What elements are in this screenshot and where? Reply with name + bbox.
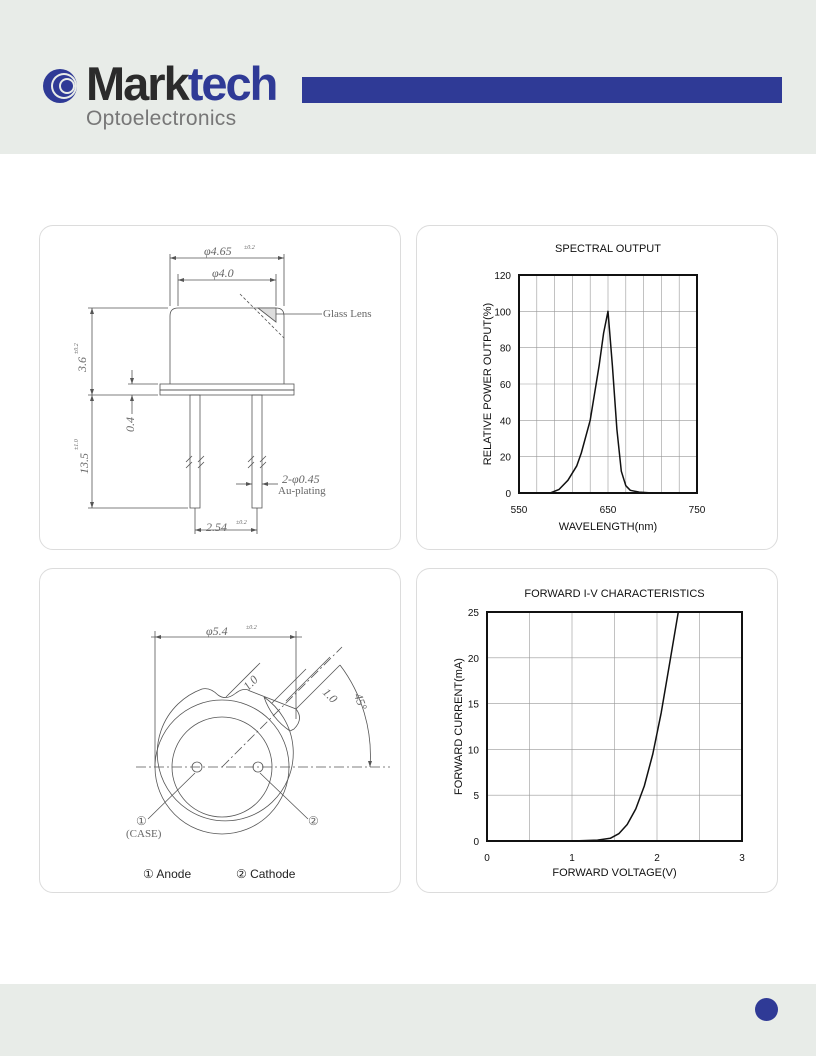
page-footer — [0, 984, 816, 1056]
y-axis-label: RELATIVE POWER OUTPUT(%) — [482, 302, 494, 466]
angle-45-label: 45° — [351, 691, 371, 712]
glass-lens-label: Glass Lens — [323, 308, 372, 320]
y-axis-label: FORWARD CURRENT(mA) — [453, 658, 465, 795]
chart-title: SPECTRAL OUTPUT — [555, 243, 661, 255]
chart-title: FORWARD I-V CHARACTERISTICS — [524, 588, 705, 600]
y-tick-label: 15 — [467, 699, 479, 711]
y-tick-label: 10 — [467, 745, 479, 757]
brand-tagline: Optoelectronics — [86, 107, 237, 130]
x-axis-label: FORWARD VOLTAGE(V) — [552, 867, 677, 879]
x-tick-label: 650 — [599, 505, 617, 516]
forward-iv-chart — [417, 569, 779, 894]
y-tick-label: 60 — [499, 380, 511, 391]
dim-flange-thickness: 0.4 — [123, 417, 137, 432]
dim-tab-width: 1.0 — [240, 672, 261, 694]
brand-name — [86, 57, 277, 110]
x-tick-label: 2 — [654, 853, 660, 864]
y-tick-label: 40 — [499, 416, 511, 428]
dim-lead-length-tolerance: ±1.0 — [74, 439, 80, 450]
x-tick-label: 550 — [510, 505, 528, 516]
dim-outer-diameter: φ4.65 — [204, 244, 232, 258]
marktech-logo-icon — [42, 66, 82, 106]
dim-can-height: 3.6 — [75, 357, 89, 372]
y-tick-label: 5 — [473, 791, 479, 803]
dim-can-height-tolerance: ±0.2 — [74, 343, 80, 354]
spectral-output-panel — [416, 225, 778, 550]
dim-outer-tolerance: ±0.2 — [244, 245, 255, 251]
au-plating-label: Au-plating — [278, 485, 326, 497]
y-tick-label: 100 — [494, 307, 511, 319]
dim-lead-pitch: 2.54 — [206, 520, 227, 534]
bottom-view-panel — [39, 568, 401, 893]
y-tick-label: 20 — [499, 452, 511, 464]
spectral-output-chart — [417, 226, 779, 551]
dim-inner-diameter: φ4.0 — [212, 266, 234, 280]
page-indicator-dot — [755, 998, 778, 1021]
package-side-view-drawing — [40, 226, 402, 551]
data-series-line — [572, 612, 678, 841]
page-header — [0, 0, 816, 154]
y-tick-label: 25 — [467, 608, 479, 619]
data-series-line — [550, 311, 652, 493]
y-tick-label: 0 — [505, 489, 511, 500]
x-tick-label: 3 — [739, 853, 745, 864]
dim-lead-pitch-tolerance: ±0.2 — [236, 520, 247, 526]
legend-cathode: ② Cathode — [236, 867, 296, 881]
dim-flange-tolerance: ±0.2 — [246, 625, 257, 631]
x-axis-label: WAVELENGTH(nm) — [558, 521, 658, 533]
y-tick-label: 80 — [499, 343, 511, 355]
x-tick-label: 0 — [484, 853, 490, 864]
pin1-marker: ① — [136, 814, 147, 828]
header-accent-bar — [302, 77, 782, 103]
brand-part-tech: tech — [187, 57, 277, 110]
x-tick-label: 1 — [569, 853, 575, 864]
case-label: (CASE) — [126, 828, 162, 840]
y-tick-label: 20 — [467, 653, 479, 665]
y-tick-label: 0 — [473, 837, 479, 848]
dim-tab-length: 1.0 — [319, 685, 341, 706]
y-tick-label: 120 — [494, 271, 511, 282]
package-drawing-panel — [39, 225, 401, 550]
forward-iv-panel — [416, 568, 778, 893]
brand-part-mark: Mark — [86, 57, 188, 110]
legend-anode: ① Anode — [143, 867, 192, 881]
dim-flange-diameter: φ5.4 — [206, 624, 228, 638]
dim-lead-length: 13.5 — [77, 453, 91, 474]
dim-lead-diameter: 2-φ0.45 — [282, 472, 320, 486]
x-tick-label: 750 — [688, 505, 706, 516]
pin2-marker: ② — [308, 814, 319, 828]
package-bottom-view-drawing — [40, 569, 402, 894]
